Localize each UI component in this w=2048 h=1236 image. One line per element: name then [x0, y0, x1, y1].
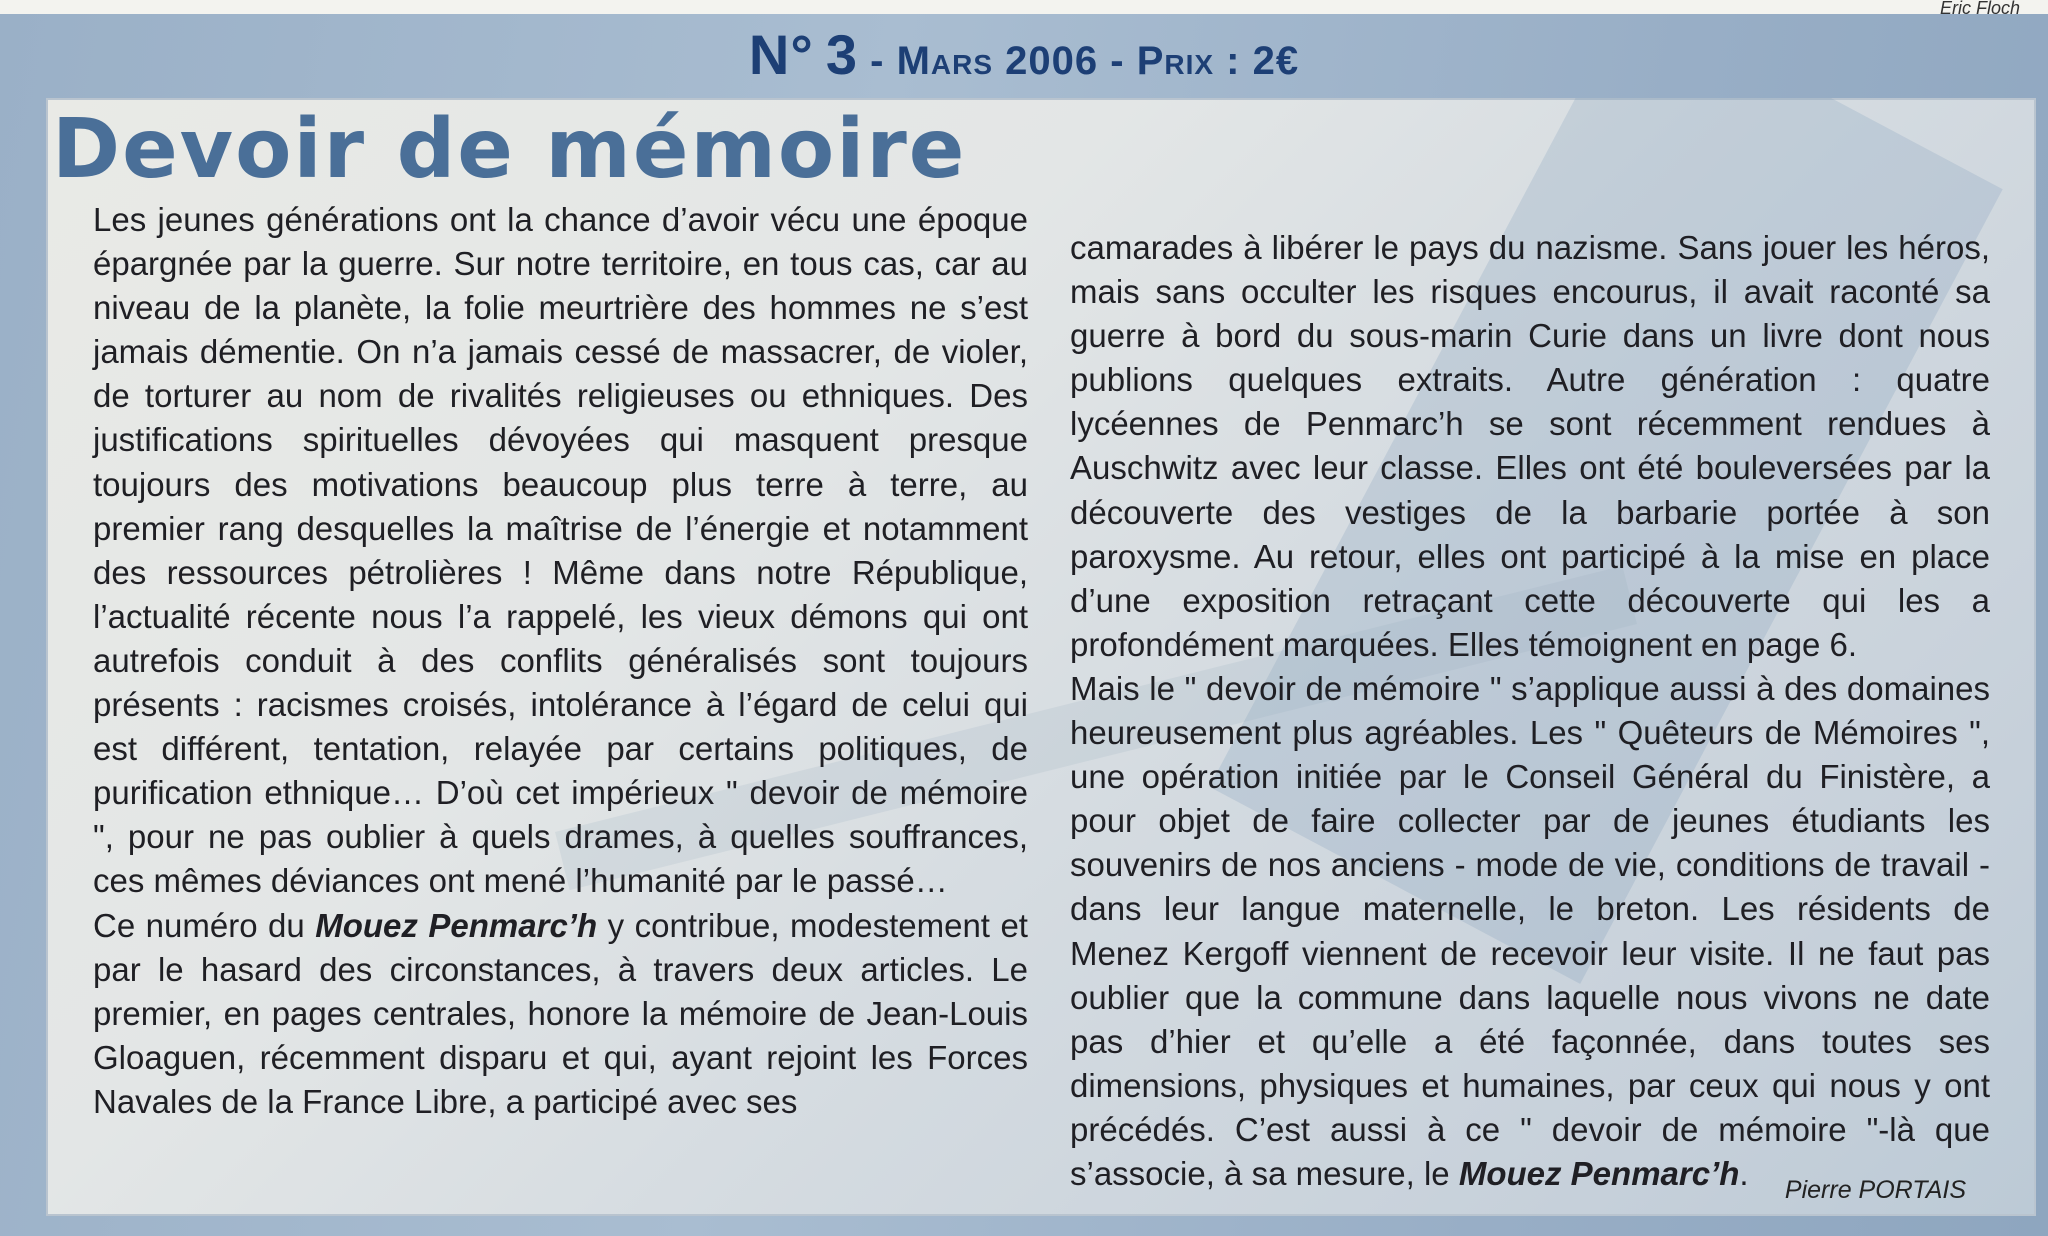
issue-number: 3	[825, 23, 858, 86]
paragraph-text: Mais le " devoir de mémoire " s’applique aussi à des domaines heureusement plus agréables. Les " Quêteurs de Mémoires ", une opération initiée par le Conseil Général du Finistère, a pour objet de faire collecter par de jeunes étudiants les souvenirs de nos anciens - mode de vie, conditions de travail - dans leur langue maternelle, le breton. Les résidents de Menez Kergoff viennent de recevoir leur visite. Il ne faut pas oublier que la commune dans laquelle nous vivons ne date pas d’hier et qu’elle a été façonnée, dans toutes ses dimensions, physiques et humaines, par ceux qui nous y ont précédés. C’est aussi à ce " devoir de mémoire "-là que s’associe, à sa mesure, le	[1070, 669, 1990, 1192]
issue-separator: -	[1110, 39, 1125, 83]
issue-header	[0, 22, 2048, 87]
publication-name: Mouez Penmarc’h	[1458, 1154, 1740, 1192]
paragraph: camarades à libérer le pays du nazisme. Sans jouer les héros, mais sans occulter les risques encourus, il avait raconté sa guerre à bord du sous-marin Curie dans un livre dont nous publions quelques extraits. Autre génération : quatre lycéennes de Penmarc’h se sont récemment rendues à Auschwitz avec leur classe. Elles ont été bouleversées par la découverte des vestiges de la barbarie portée à son paroxysme. Au retour, elles ont participé à la mise en place d’une exposition retraçant cette découverte qui les a profondément marquées. Elles témoignent en page 6.	[1070, 229, 1990, 663]
author-signature: Pierre PORTAIS	[1784, 1176, 1966, 1204]
right-column	[1070, 226, 1990, 1196]
issue-separator: -	[870, 39, 885, 83]
top-strip	[0, 0, 2048, 18]
photo-credit: Eric Floch	[1939, 0, 2020, 18]
publication-name: Mouez Penmarc’h	[315, 906, 598, 944]
left-column	[93, 198, 1028, 1124]
paragraph	[1070, 667, 1990, 1196]
issue-number-symbol: N°	[748, 23, 814, 86]
paragraph: Les jeunes générations ont la chance d’avoir vécu une époque épargnée par la guerre. Sur notre territoire, en tous cas, car au niveau de la planète, la folie meurtrière des hommes ne s’est jamais démentie. On n’a jamais cessé de massacrer, de violer, de torturer au nom de rivalités religieuses ou ethniques. Des justifications spirituelles dévoyées qui masquent presque toujours des motivations beaucoup plus terre à terre, au premier rang desquelles la maîtrise de l’énergie et notamment des ressources pétrolières ! Même dans notre République, l’actualité récente nous l’a rappelé, les vieux démons qui ont autrefois conduit à des conflits généralisés sont toujours présents : racismes croisés, intolérance à l’égard de celui qui est différent, tentation, relayée par certains politiques, de purification ethnique… D’où cet impérieux " devoir de mémoire ", pour ne pas oublier à quels drames, à quelles souffrances, ces mêmes déviances ont mené l’humanité par le passé…	[93, 201, 1028, 900]
paragraph	[93, 904, 1028, 1124]
issue-price: Prix : 2€	[1136, 39, 1300, 83]
paragraph-text: y contribue, modestement et par le hasard des circonstances, à travers deux articles. Le premier, en pages centrales, honore la mémoire de Jean-Louis Gloaguen, récemment disparu et qui, ayant rejoint les Forces Navales de la France Libre, a participé avec ses	[93, 906, 1028, 1120]
paragraph-text: Ce numéro du	[93, 906, 316, 944]
article-title: Devoir de mémoire	[52, 102, 967, 197]
issue-date: Mars 2006	[896, 39, 1099, 83]
paragraph-text: .	[1739, 1154, 1749, 1192]
